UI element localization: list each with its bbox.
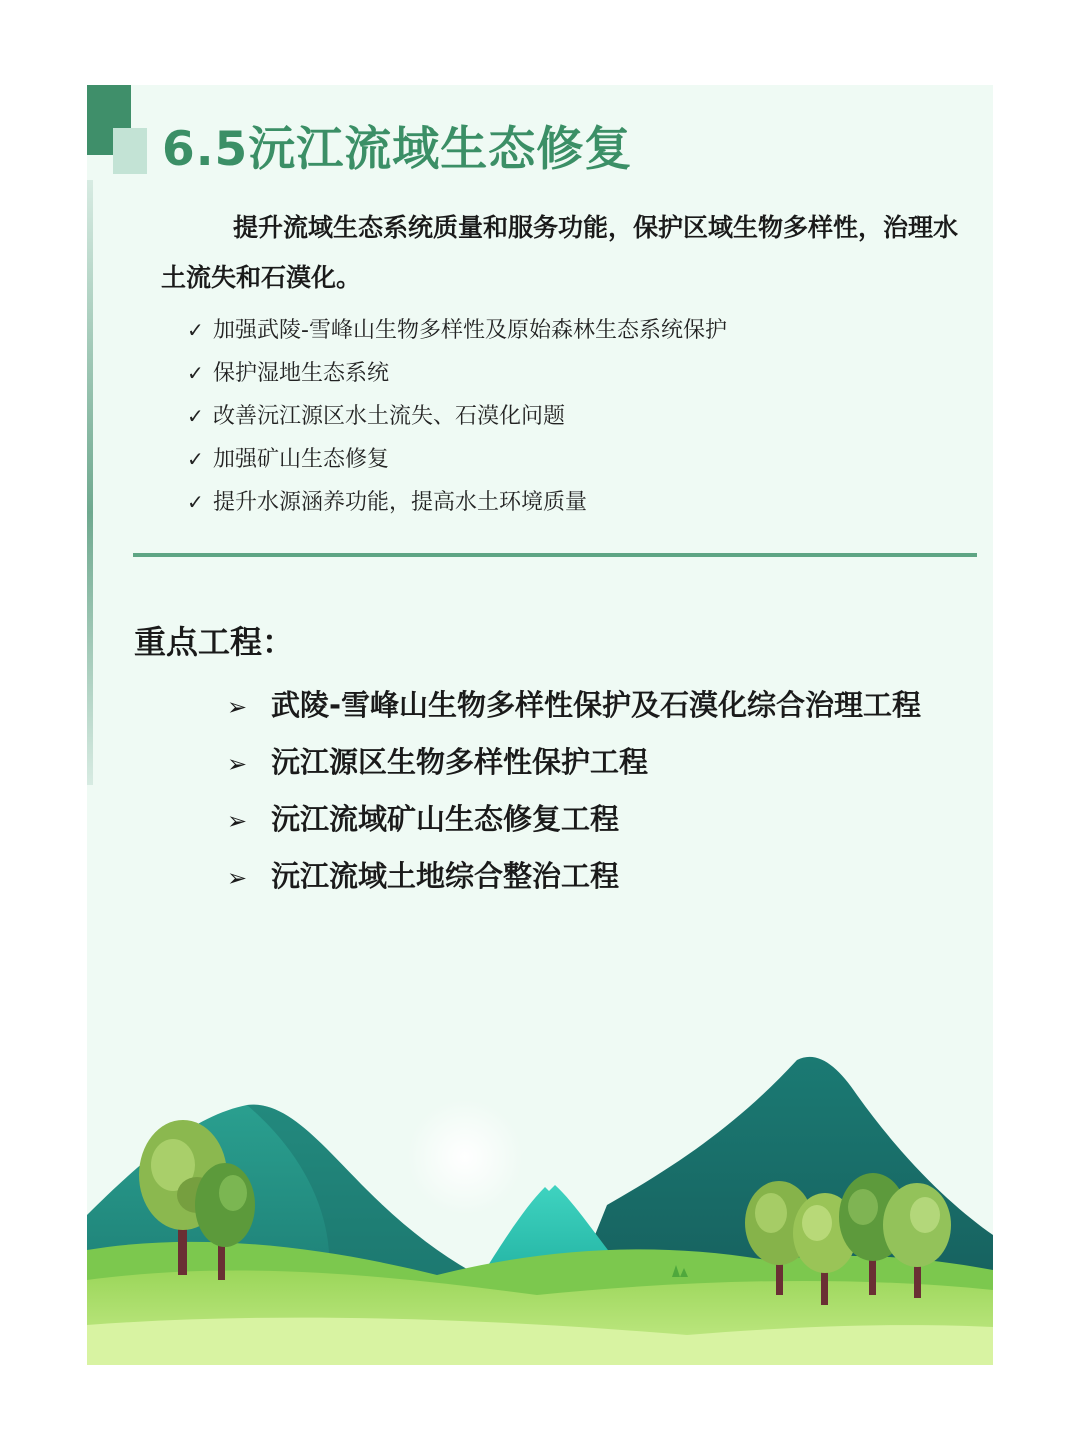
checklist-item-text: 提升水源涵养功能，提高水土环境质量 [213, 490, 588, 515]
key-projects-list [227, 677, 921, 905]
section-title: 6.5沅江流域生态修复 [162, 122, 633, 177]
check-icon: ✓ [187, 361, 204, 385]
check-icon: ✓ [187, 318, 204, 342]
check-icon: ✓ [187, 404, 204, 428]
checklist-item [187, 481, 727, 524]
project-item-text: 武陵-雪峰山生物多样性保护及石漠化综合治理工程 [271, 688, 922, 722]
checklist-item [187, 395, 727, 438]
checklist-item [187, 309, 727, 352]
goal-checklist [187, 309, 727, 524]
arrow-bullet-icon: ➢ [227, 750, 248, 778]
document-page [87, 85, 993, 1365]
projects-heading: 重点工程： [134, 623, 295, 661]
checklist-item [187, 438, 727, 481]
arrow-bullet-icon: ➢ [227, 807, 248, 835]
checklist-item-text: 加强矿山生态修复 [213, 447, 390, 472]
sun-glow [407, 1099, 523, 1215]
left-accent-rule [87, 180, 93, 785]
landscape-illustration [87, 1005, 993, 1365]
arrow-bullet-icon: ➢ [227, 693, 248, 721]
project-item [227, 791, 921, 848]
check-icon: ✓ [187, 490, 204, 514]
intro-paragraph: 提升流域生态系统质量和服务功能，保护区域生物多样性，治理水土流失和石漠化。 [161, 213, 959, 292]
checklist-item-text: 保护湿地生态系统 [213, 361, 390, 386]
title-decoration-light [113, 128, 147, 174]
arrow-bullet-icon: ➢ [227, 864, 248, 892]
checklist-item-text: 加强武陵-雪峰山生物多样性及原始森林生态系统保护 [213, 318, 727, 343]
checklist-item [187, 352, 727, 395]
project-item [227, 848, 921, 905]
section-divider [133, 553, 977, 557]
project-item [227, 677, 921, 734]
project-item [227, 734, 921, 791]
checklist-item-text: 改善沅江源区水土流失、石漠化问题 [213, 404, 566, 429]
project-item-text: 沅江源区生物多样性保护工程 [271, 745, 649, 779]
project-item-text: 沅江流域土地综合整治工程 [271, 859, 620, 893]
project-item-text: 沅江流域矿山生态修复工程 [271, 802, 620, 836]
check-icon: ✓ [187, 447, 204, 471]
